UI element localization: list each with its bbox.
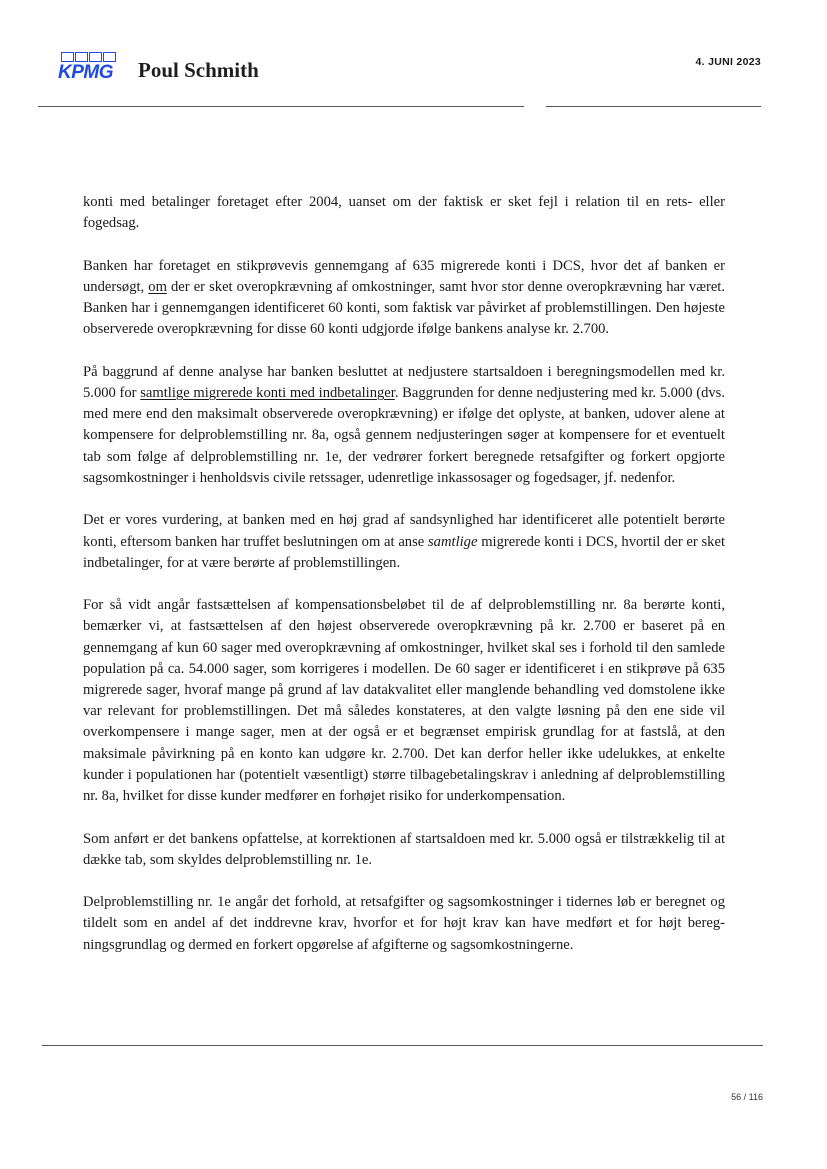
paragraph-4	[83, 510, 725, 574]
author-name: Poul Schmith	[138, 58, 259, 82]
underlined-phrase: samtlige migrerede konti med indbetalinger	[140, 385, 395, 402]
paragraph-6-text: Som anført er det bankens opfattelse, at korrektionen af startsaldoen med kr. 5.000 også er tilstrækkelig til at dække tab, som skyldes delproblemstilling nr. 1e.	[83, 830, 725, 868]
paragraph-5	[83, 595, 725, 807]
logo-wordmark: KPMG	[58, 62, 113, 83]
paragraph-6	[83, 829, 725, 871]
paragraph-7	[83, 892, 725, 956]
paragraph-2	[83, 256, 725, 341]
paragraph-3	[83, 362, 725, 489]
page-header	[0, 0, 827, 110]
paragraph-3-text-b: . Baggrunden for denne nedjustering med kr. 5.000 (dvs. med mere end den maksimalt observerede overopkrævning) er ifølge det oplyste, at banken, udover alene at kompensere for delproblemstilling nr. 8a, også gennem nedjusteringen søger at kompensere for et eventuelt tab som følge af delproblemstilling nr. 1e, der vedrører forkert beregnede retsafgifter og forkert opgjorte sagsomkostninger i henholdsvis civile retssager, udenretlige inkassosager og fogedsager, jf. nedenfor.	[83, 385, 725, 486]
paragraph-1	[83, 192, 725, 234]
document-body	[83, 192, 725, 977]
paragraph-7-text: Delproblemstilling nr. 1e angår det forhold, at retsafgifter og sagsomkostninger i tidernes løb er beregnet og tildelt som en andel af det inddrevne krav, hvorfor et for højt krav kan have medført et for højt beregningsgrundlag og dermed en forkert opgørelse af afgifterne og sagsomkostningerne.	[83, 894, 725, 953]
paragraph-4-text-a: Det er vores vurdering, at banken med en høj grad af sandsynlighed har identificeret alle potentielt berørte konti, eftersom banken har truffet beslutningen om at anse	[83, 512, 725, 550]
page-number: 56 / 116	[731, 1092, 763, 1102]
header-rule-right	[546, 106, 761, 107]
paragraph-3-text-a: På baggrund af denne analyse har banken besluttet at nedjustere startsaldoen i beregningsmodellen med kr. 5.000 for	[83, 363, 725, 402]
paragraph-2-text-b: der er sket overopkrævning af omkostninger, samt hvor stor denne overopkrævning har været. Banken har i gennemgangen identificeret 60 konti, som faktisk var påvirket af problemstillingen. Den højeste observerede overopkrævning for disse 60 konti udgjorde ifølge bankens analyse kr. 2.700.	[83, 278, 726, 338]
underlined-word: om	[148, 278, 167, 295]
italic-word: samtlige	[428, 533, 478, 550]
footer-rule	[42, 1045, 763, 1046]
document-date: 4. JUNI 2023	[695, 56, 761, 68]
kpmg-logo	[58, 52, 120, 84]
paragraph-4-text-b: migrerede konti i DCS, hvortil der er sket indbetalinger, for at være berørte af problemstillingen.	[83, 533, 725, 571]
paragraph-1-text: konti med betalinger foretaget efter 2004, uanset om der faktisk er sket fejl i relation til en rets- eller fogedsag.	[83, 194, 725, 232]
header-rule-left	[38, 106, 524, 107]
logo-boxes	[61, 52, 117, 62]
paragraph-2-text-a: Banken har foretaget en stikprøvevis gennemgang af 635 migrerede konti i DCS, hvor det af banken er undersøgt,	[83, 257, 725, 295]
paragraph-5-text: For så vidt angår fastsættelsen af kompensationsbeløbet til de af delproblemstilling nr. 8a berørte konti, bemærker vi, at fastsættelsen af den højest observerede overopkrævning på kr. 2.700 er baseret på en gennemgang af kun 60 sager med overopkrævning af omkostninger, hvilket skal ses i forhold til den samlede population på ca. 54.000 sager, som korrigeres i modellen. De 60 sager er identificeret i en stikprøve på 635 migrerede sager, hvoraf mange på grund af lav datakvalitet eller manglende behandling ved domstolene ikke var relevant for problemstillingen. Det må således konstateres, at den valgte løsning på den ene side vil overkompensere i mange sager, men at der også er et begrænset empirisk grundlag for at fastslå, at den maksimale påvirkning på en konto kan udgøre kr. 2.700. Det kan derfor heller ikke udelukkes, at enkelte kunder i populationen har (potentielt væsentligt) større tilbagebetalingskrav i anledning af delproblemstilling nr. 8a, hvilket for disse kunder medfører en forhøjet risiko for underkompensation.	[83, 597, 725, 805]
